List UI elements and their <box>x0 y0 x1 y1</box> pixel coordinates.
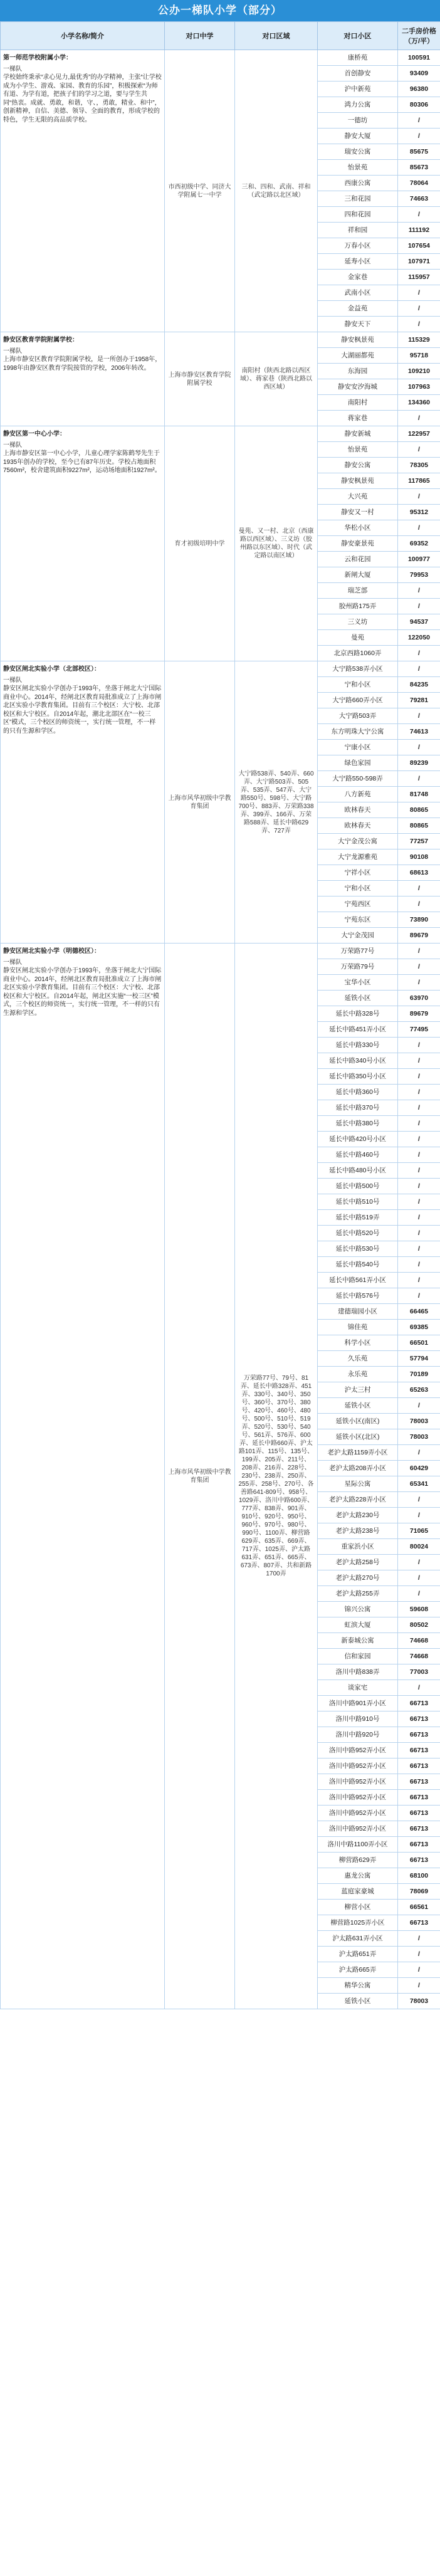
community-price: 66713 <box>398 1821 440 1837</box>
community-name: 静安新城 <box>318 426 398 442</box>
community-price: 66713 <box>398 1806 440 1821</box>
school-description: 一梯队 静安区闸北实验小学创办于1993年，坐落于闸北大宁国际商业中心。2014年，经闸北区教育局批准成立了上海市闸北区实验小学教育集团。目前有三个校区：大宁校、北部校区和大宁校区。自2014年起，潮北北部区在“一校三区”模式，三个校区的师资统一，实行统一管理，不一样的只有生源和学区。 <box>3 676 162 735</box>
community-price: 66713 <box>398 1774 440 1790</box>
community-price: 70189 <box>398 1367 440 1382</box>
community-price: / <box>398 1947 440 1962</box>
community-name: 静安又一村 <box>318 505 398 520</box>
community-price: / <box>398 301 440 317</box>
community-price: 57794 <box>398 1351 440 1367</box>
community-name: 鸿力公寓 <box>318 97 398 113</box>
table-row <box>1 426 440 442</box>
community-price: / <box>398 771 440 787</box>
community-name: 科学小区 <box>318 1335 398 1351</box>
header-price: 二手房价格（万/平） <box>398 22 440 50</box>
community-price: / <box>398 442 440 458</box>
community-name: 延长中路530号 <box>318 1241 398 1257</box>
community-name: 怡景苑 <box>318 160 398 176</box>
community-name: 延长中路561弄小区 <box>318 1273 398 1288</box>
community-price: 96380 <box>398 81 440 97</box>
community-name: 洛川中路952弄小区 <box>318 1790 398 1806</box>
community-price: 66713 <box>398 1759 440 1774</box>
community-price: / <box>398 1257 440 1273</box>
community-name: 金益苑 <box>318 301 398 317</box>
community-name: 万春小区 <box>318 238 398 254</box>
community-price: 69385 <box>398 1320 440 1335</box>
community-price: 66713 <box>398 1853 440 1868</box>
community-price: / <box>398 944 440 959</box>
school-name: 静安区教育学院附属学校： <box>3 337 78 344</box>
community-price: / <box>398 1680 440 1696</box>
table-header-row <box>1 22 440 50</box>
header-school: 小学名称/简介 <box>1 22 165 50</box>
community-name: 沪太路651弄 <box>318 1947 398 1962</box>
community-price: / <box>398 1163 440 1179</box>
community-name: 瑞芝部 <box>318 583 398 599</box>
school-description: 一梯队 上海市静安区教育学院附属学校，是一所创办于1958年，1998年由静安区教育学院接管的学校，2006年转改。 <box>3 347 162 372</box>
community-name: 精华公寓 <box>318 1978 398 1994</box>
community-price: 66713 <box>398 1837 440 1853</box>
community-price: 74668 <box>398 1633 440 1649</box>
community-price: 93409 <box>398 66 440 81</box>
community-name: 虹滨大厦 <box>318 1617 398 1633</box>
community-name: 静安大厦 <box>318 129 398 144</box>
community-name: 洛川中路952弄小区 <box>318 1806 398 1821</box>
community-price: 69352 <box>398 536 440 552</box>
community-price: 65341 <box>398 1476 440 1492</box>
community-price: 122050 <box>398 630 440 646</box>
community-price: / <box>398 646 440 661</box>
table-row <box>1 944 440 959</box>
community-price: / <box>398 411 440 426</box>
community-name: 延长中路370号 <box>318 1100 398 1116</box>
community-name: 瑞安公寓 <box>318 144 398 160</box>
catchment-area: 三和、四和、武南、祥和（武定路以北区域） <box>235 50 318 332</box>
community-price: / <box>398 599 440 614</box>
community-price: 134360 <box>398 395 440 411</box>
catchment-area: 万荣路77号、79号、81弄、延长中路328弄、451弄、330号、340号、350号、360号、370号、380号、420号、460号、480号、500号、510号、519弄、520号、530号、540号、561弄、576弄、600弄、延长中路660弄、沪太路101弄、115号、135号、199弄、205弄、211号、208弄、216弄、228号、230号、238弄、250弄、255弄、258号、270号、各善路641-809号、958号、1029弄、洛川中路600弄、777弄、838弄、901弄、910号、920号、950号、960号、970号、980号、990号、1100弄、柳营路629弄、635弄、669弄、717弄、1025弄、沪太路631弄、651弄、665弄、673弄、807弄、共和新路1700弄 <box>235 944 318 2009</box>
community-price: 78069 <box>398 1884 440 1900</box>
community-price: 122957 <box>398 426 440 442</box>
community-name: 延长中路480号小区 <box>318 1163 398 1179</box>
community-price: 68100 <box>398 1868 440 1884</box>
community-name: 延铁小区 <box>318 1994 398 2009</box>
school-table <box>0 21 440 2009</box>
community-price: / <box>398 1069 440 1085</box>
community-name: 老沪太路208弄小区 <box>318 1461 398 1476</box>
community-price: / <box>398 1116 440 1132</box>
community-name: 大宁金茂园 <box>318 928 398 944</box>
community-name: 老沪太路258号 <box>318 1555 398 1570</box>
school-name: 静安区闸北实验小学（北部校区）： <box>3 666 100 673</box>
community-name: 曼苑 <box>318 630 398 646</box>
community-name: 延长中路519弄 <box>318 1210 398 1226</box>
community-name: 锦兴公寓 <box>318 1602 398 1617</box>
community-price: / <box>398 1147 440 1163</box>
community-price: / <box>398 1226 440 1241</box>
community-price: / <box>398 1288 440 1304</box>
community-price: / <box>398 1931 440 1947</box>
community-price: / <box>398 285 440 301</box>
community-price: 74613 <box>398 724 440 740</box>
community-price: 80306 <box>398 97 440 113</box>
community-name: 洛川中路1100弄小区 <box>318 1837 398 1853</box>
community-name: 沪太路631弄小区 <box>318 1931 398 1947</box>
community-name: 武南小区 <box>318 285 398 301</box>
community-name: 三和花园 <box>318 191 398 207</box>
community-price: 107654 <box>398 238 440 254</box>
school-info <box>1 944 165 2009</box>
community-name: 建德瑞园小区 <box>318 1304 398 1320</box>
community-name: 大兴苑 <box>318 489 398 505</box>
community-name: 宁康小区 <box>318 740 398 755</box>
community-name: 延长中路350号小区 <box>318 1069 398 1085</box>
community-name: 延长中路451弄小区 <box>318 1022 398 1038</box>
middle-school: 育才初级培明中学 <box>165 426 235 661</box>
community-price: / <box>398 1100 440 1116</box>
community-price: / <box>398 1241 440 1257</box>
community-name: 锦佳苑 <box>318 1320 398 1335</box>
table-body <box>1 50 440 2009</box>
community-name: 洛川中路901弄小区 <box>318 1696 398 1711</box>
middle-school: 上海市风华初级中学教育集团 <box>165 944 235 2009</box>
community-name: 洛川中路952弄小区 <box>318 1759 398 1774</box>
middle-school: 上海市静安区教育学院附属学校 <box>165 332 235 426</box>
community-price: 89679 <box>398 928 440 944</box>
page-title: 公办一梯队小学（部分） <box>0 0 440 21</box>
community-price: 66713 <box>398 1915 440 1931</box>
table-row <box>1 50 440 66</box>
community-price: 77003 <box>398 1664 440 1680</box>
community-price: 107971 <box>398 254 440 270</box>
community-price: 78003 <box>398 1429 440 1445</box>
community-name: 怡景苑 <box>318 442 398 458</box>
community-name: 北京西路1060弄 <box>318 646 398 661</box>
community-price: 73890 <box>398 912 440 928</box>
community-price: 100591 <box>398 50 440 66</box>
community-name: 大宁路503弄 <box>318 708 398 724</box>
community-name: 大宁路660弄小区 <box>318 693 398 708</box>
community-price: 66713 <box>398 1711 440 1727</box>
community-name: 大宁金茂公寓 <box>318 834 398 849</box>
community-name: 老沪太路255弄 <box>318 1586 398 1602</box>
middle-school: 上海市风华初级中学教育集团 <box>165 661 235 944</box>
community-price: 65263 <box>398 1382 440 1398</box>
community-price: 74668 <box>398 1649 440 1664</box>
community-price: 66465 <box>398 1304 440 1320</box>
community-name: 谈家宅 <box>318 1680 398 1696</box>
header-community: 对口小区 <box>318 22 398 50</box>
community-price: 78003 <box>398 1414 440 1429</box>
school-info <box>1 426 165 661</box>
community-name: 延铁小区 <box>318 991 398 1006</box>
header-middle: 对口中学 <box>165 22 235 50</box>
community-name: 洛川中路952弄小区 <box>318 1821 398 1837</box>
community-name: 华松小区 <box>318 520 398 536</box>
community-price: / <box>398 1053 440 1069</box>
community-price: 95312 <box>398 505 440 520</box>
school-description: 一梯队 上海市静安区第一中心小学，儿童心理学家陈鹤琴先生于1935年创办的学校，至今已有87年历史。学校占地面积7560m²，校舍建筑面积9227m²，运动场地面积1927m²。 <box>3 441 161 474</box>
community-price: / <box>398 1978 440 1994</box>
community-name: 信和家园 <box>318 1649 398 1664</box>
community-price: 66713 <box>398 1696 440 1711</box>
community-price: 71065 <box>398 1523 440 1539</box>
community-name: 延长中路460号 <box>318 1147 398 1163</box>
community-name: 万荣路77号 <box>318 944 398 959</box>
catchment-area: 曼苑、又一村、北京（西康路以西区域）、三义坊（胶州路以东区域）、时代（武定路以南区域） <box>235 426 318 661</box>
community-name: 新闸大厦 <box>318 567 398 583</box>
community-name: 延长中路360号 <box>318 1085 398 1100</box>
community-name: 静安枫景苑 <box>318 473 398 489</box>
community-name: 星际公寓 <box>318 1476 398 1492</box>
community-price: 66713 <box>398 1790 440 1806</box>
community-name: 静安豪景苑 <box>318 536 398 552</box>
header-area: 对口区域 <box>235 22 318 50</box>
community-name: 延长中路520号 <box>318 1226 398 1241</box>
middle-school: 市西初级中学、同济大学附属七一中学 <box>165 50 235 332</box>
community-price: 80502 <box>398 1617 440 1633</box>
community-name: 延长中路510号 <box>318 1194 398 1210</box>
community-price: 111192 <box>398 223 440 238</box>
community-name: 静安枫景苑 <box>318 332 398 348</box>
community-price: 74663 <box>398 191 440 207</box>
school-info <box>1 332 165 426</box>
community-price: 78064 <box>398 176 440 191</box>
community-name: 金家巷 <box>318 270 398 285</box>
community-price: / <box>398 740 440 755</box>
community-name: 欧林春天 <box>318 802 398 818</box>
community-price: 90108 <box>398 849 440 865</box>
community-name: 延铁小区 <box>318 1398 398 1414</box>
community-price: / <box>398 1398 440 1414</box>
community-name: 洛川中路952弄小区 <box>318 1774 398 1790</box>
community-name: 大宁龙源雅苑 <box>318 849 398 865</box>
community-name: 延铁小区(南区) <box>318 1414 398 1429</box>
school-name: 第一师范学校附属小学： <box>3 55 72 61</box>
community-price: 80024 <box>398 1539 440 1555</box>
community-price: / <box>398 1038 440 1053</box>
community-price: / <box>398 1962 440 1978</box>
school-description: 一梯队 学校始终秉承“求心见力,最优秀”的办学精神，主张“让学校成为小学生、游戏、家园、教育的乐园”，积极探索“为师有道、为学有道，把孩子们的学习之道，要与学生共同“热衷。成就、勇敢，和谐，守、，勇敢，精业、和中”，创新精神，自信、美德、领导、全面的教育，形成学校的特色，学生无限的高品质学校。 <box>3 65 162 124</box>
community-price: 66501 <box>398 1335 440 1351</box>
community-price: / <box>398 959 440 975</box>
community-name: 重家浜小区 <box>318 1539 398 1555</box>
community-name: 延长中路330号 <box>318 1038 398 1053</box>
community-price: 77495 <box>398 1022 440 1038</box>
community-name: 新泰城公寓 <box>318 1633 398 1649</box>
community-name: 大宁路538弄小区 <box>318 661 398 677</box>
community-price: / <box>398 520 440 536</box>
community-price: / <box>398 661 440 677</box>
community-name: 宁苑东区 <box>318 912 398 928</box>
community-name: 胶州路175弄 <box>318 599 398 614</box>
community-price: / <box>398 317 440 332</box>
community-name: 宁祥小区 <box>318 865 398 881</box>
community-price: 89679 <box>398 1006 440 1022</box>
community-price: 107963 <box>398 379 440 395</box>
community-price: 117865 <box>398 473 440 489</box>
community-price: 84235 <box>398 677 440 693</box>
community-name: 洛川中路952弄小区 <box>318 1743 398 1759</box>
community-price: / <box>398 1570 440 1586</box>
community-name: 洛川中路838弄 <box>318 1664 398 1680</box>
community-name: 柳营路1025弄小区 <box>318 1915 398 1931</box>
community-price: 63970 <box>398 991 440 1006</box>
community-price: 85675 <box>398 144 440 160</box>
community-price: 80865 <box>398 802 440 818</box>
community-name: 大湖丽都苑 <box>318 348 398 364</box>
community-name: 东海园 <box>318 364 398 379</box>
community-price: 78305 <box>398 458 440 473</box>
community-price: 95718 <box>398 348 440 364</box>
community-name: 沪太路665弄 <box>318 1962 398 1978</box>
community-name: 康桥苑 <box>318 50 398 66</box>
community-price: 85673 <box>398 160 440 176</box>
community-name: 延长中路540号 <box>318 1257 398 1273</box>
community-price: / <box>398 708 440 724</box>
catchment-area: 南阳村（陕西北路以西区域）、蒋家巷（陕西北路以西区域） <box>235 332 318 426</box>
table-row <box>1 661 440 677</box>
community-price: / <box>398 1085 440 1100</box>
community-price: 80865 <box>398 818 440 834</box>
catchment-area: 大宁路538弄、540弄、660弄、大宁路503弄、505弄、535弄、547弄、大宁路550号、598号、大宁路700号、883弄、万荣路338弄、399弄、166弄、万荣路588弄、延长中路629弄、727弄 <box>235 661 318 944</box>
community-price: / <box>398 489 440 505</box>
community-name: 延寿小区 <box>318 254 398 270</box>
community-price: / <box>398 1194 440 1210</box>
community-name: 四和花园 <box>318 207 398 223</box>
community-name: 静安公寓 <box>318 458 398 473</box>
community-price: 66713 <box>398 1727 440 1743</box>
community-price: 66561 <box>398 1900 440 1915</box>
community-name: 延长中路340号小区 <box>318 1053 398 1069</box>
community-name: 三义坊 <box>318 614 398 630</box>
community-name: 蒋家巷 <box>318 411 398 426</box>
community-price: / <box>398 583 440 599</box>
community-name: 大宁路550-598弄 <box>318 771 398 787</box>
community-name: 八方新苑 <box>318 787 398 802</box>
school-info <box>1 661 165 944</box>
community-price: 81748 <box>398 787 440 802</box>
community-price: 79953 <box>398 567 440 583</box>
community-price: 115957 <box>398 270 440 285</box>
community-name: 久乐苑 <box>318 1351 398 1367</box>
community-name: 柳营路629弄 <box>318 1853 398 1868</box>
community-price: 59608 <box>398 1602 440 1617</box>
community-name: 宁苑西区 <box>318 896 398 912</box>
community-name: 惠龙公寓 <box>318 1868 398 1884</box>
school-name: 静安区闸北实验小学（明德校区）： <box>3 948 100 955</box>
community-name: 延长中路420号小区 <box>318 1132 398 1147</box>
community-name: 柳营小区 <box>318 1900 398 1915</box>
community-price: / <box>398 129 440 144</box>
community-name: 蓝庭家豪城 <box>318 1884 398 1900</box>
community-price: / <box>398 1132 440 1147</box>
community-name: 云和花园 <box>318 552 398 567</box>
community-price: 109210 <box>398 364 440 379</box>
community-price: 68613 <box>398 865 440 881</box>
community-name: 欧林春天 <box>318 818 398 834</box>
community-name: 沪中新苑 <box>318 81 398 97</box>
community-price: 94537 <box>398 614 440 630</box>
community-name: 延长中路380号 <box>318 1116 398 1132</box>
community-name: 一德坊 <box>318 113 398 129</box>
community-name: 宝华小区 <box>318 975 398 991</box>
community-price: 78003 <box>398 1994 440 2009</box>
community-name: 宁和小区 <box>318 881 398 896</box>
community-name: 沪太三村 <box>318 1382 398 1398</box>
community-price: 79281 <box>398 693 440 708</box>
community-name: 洛川中路920号 <box>318 1727 398 1743</box>
community-name: 老沪太路1159弄小区 <box>318 1445 398 1461</box>
community-name: 延铁小区(北区) <box>318 1429 398 1445</box>
school-name: 静安区第一中心小学： <box>3 431 66 438</box>
community-name: 东方明珠大宁公寓 <box>318 724 398 740</box>
community-price: / <box>398 1445 440 1461</box>
community-name: 万荣路79号 <box>318 959 398 975</box>
community-price: / <box>398 896 440 912</box>
community-price: / <box>398 975 440 991</box>
community-name: 洛川中路910号 <box>318 1711 398 1727</box>
community-price: / <box>398 113 440 129</box>
community-name: 老沪太路270号 <box>318 1570 398 1586</box>
table-row <box>1 332 440 348</box>
community-price: / <box>398 1273 440 1288</box>
community-price: 100977 <box>398 552 440 567</box>
community-name: 老沪太路228弄小区 <box>318 1492 398 1508</box>
community-name: 老沪太路238号 <box>318 1523 398 1539</box>
community-name: 延长中路500号 <box>318 1179 398 1194</box>
community-price: / <box>398 1179 440 1194</box>
community-price: / <box>398 881 440 896</box>
community-price: 77257 <box>398 834 440 849</box>
community-name: 静安安汐海城 <box>318 379 398 395</box>
community-name: 西康公寓 <box>318 176 398 191</box>
community-price: 66713 <box>398 1743 440 1759</box>
community-name: 绿色家园 <box>318 755 398 771</box>
community-price: 60429 <box>398 1461 440 1476</box>
community-name: 延长中路576号 <box>318 1288 398 1304</box>
community-name: 宁和小区 <box>318 677 398 693</box>
community-price: / <box>398 1210 440 1226</box>
community-name: 老沪太路230号 <box>318 1508 398 1523</box>
community-price: / <box>398 1508 440 1523</box>
community-price: / <box>398 1555 440 1570</box>
school-description: 一梯队 静安区闸北实验小学创办于1993年，坐落于闸北大宁国际商业中心。2014年，经闸北区教育局批准成立了上海市闸北区实验小学教育集团。目前有三个校区：大宁校、北部校区和大宁校区。自2014年起，闸北区实施“一校三区”模式，三个校区的师资统一，实行统一管理，不一样的只有生源和学区。 <box>3 959 162 1017</box>
community-name: 静安天下 <box>318 317 398 332</box>
community-price: 115329 <box>398 332 440 348</box>
community-price: / <box>398 207 440 223</box>
community-name: 永乐苑 <box>318 1367 398 1382</box>
community-name: 祥和园 <box>318 223 398 238</box>
community-price: / <box>398 1586 440 1602</box>
community-name: 南阳村 <box>318 395 398 411</box>
community-price: 89239 <box>398 755 440 771</box>
school-info <box>1 50 165 332</box>
community-name: 首创静安 <box>318 66 398 81</box>
community-price: / <box>398 1492 440 1508</box>
community-name: 延长中路328号 <box>318 1006 398 1022</box>
